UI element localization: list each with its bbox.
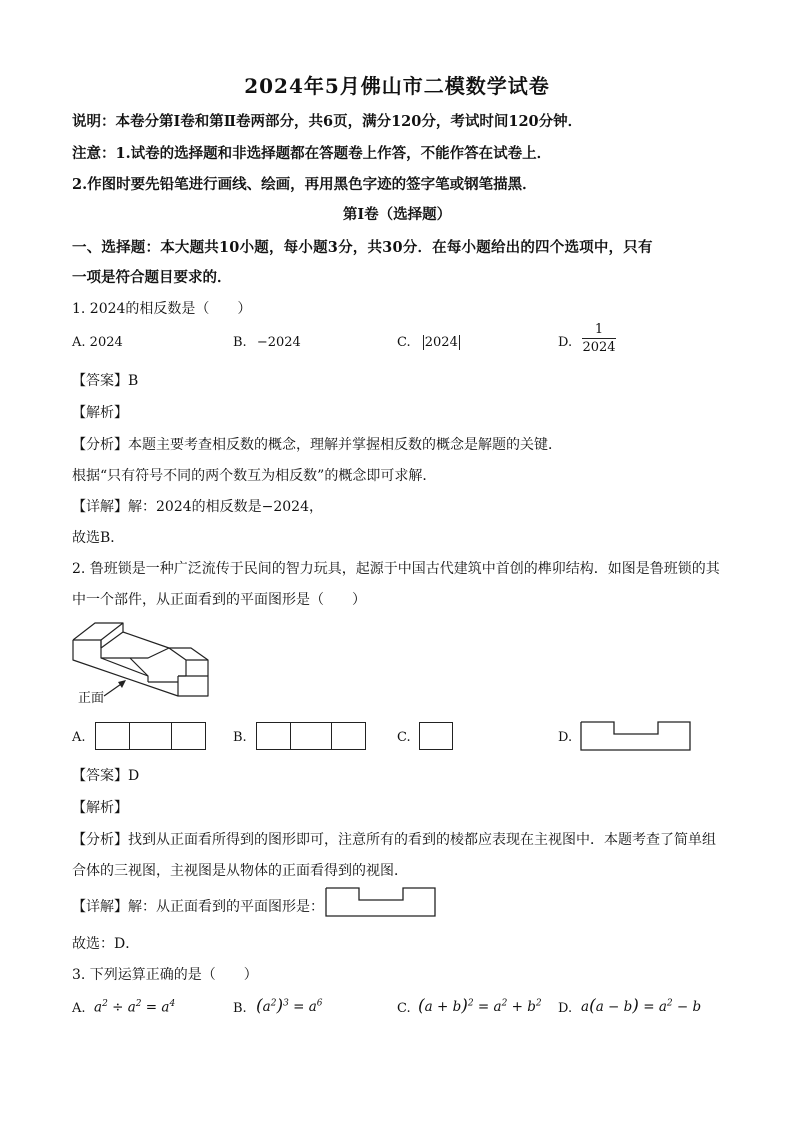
q3-option-b-label: B.	[233, 1001, 247, 1016]
q1-option-d-fraction	[582, 322, 616, 355]
section-intro-line-2: 一项是符合题目要求的．	[72, 269, 232, 286]
q2-answer: 【答案】D	[72, 768, 140, 784]
q2-option-d-label: D.	[558, 730, 573, 745]
q1-answer: 【答案】B	[72, 373, 139, 389]
q1-choose: 故选B．	[72, 530, 125, 546]
q2-option-c-figure	[419, 722, 453, 750]
q1-option-d-denominator: 2024	[582, 340, 616, 355]
q2-option-a-figure	[95, 722, 206, 750]
q1-option-a-text: 2024	[89, 335, 123, 350]
front-arrow-icon	[104, 680, 126, 696]
q3-option-d-label: D.	[558, 1001, 573, 1016]
exam-note-1: 说明：本卷分第Ⅰ卷和第Ⅱ卷两部分，共6页，满分120分，考试时间120分钟．	[72, 113, 583, 130]
q1-analysis-heading: 【解析】	[72, 405, 128, 421]
q1-analysis-line-1: 【分析】本题主要考查相反数的概念，理解并掌握相反数的概念是解题的关键．	[72, 437, 562, 453]
q1-stem: 1. 2024的相反数是（ ）	[72, 301, 252, 317]
q2-answer-figure	[325, 886, 437, 918]
q2-option-b-figure	[256, 722, 366, 750]
q1-option-a-label: A.	[72, 335, 86, 350]
q1-option-a	[72, 335, 123, 350]
q1-option-c-label: C.	[397, 335, 411, 350]
exam-note-3: 2.作图时要先铅笔进行画线、绘画，再用黑色字迹的签字笔或钢笔描黑．	[72, 176, 537, 193]
section-title: 第Ⅰ卷（选择题）	[342, 206, 452, 223]
q3-option-b-expression: $(a^2)^3 = a^6$	[256, 996, 323, 1016]
q1-option-b-text: −2024	[256, 335, 301, 350]
exam-note-2: 注意：1.试卷的选择题和非选择题都在答题卷上作答，不能作答在试卷上．	[72, 145, 552, 162]
q3-option-c-label: C.	[397, 1001, 411, 1016]
q1-option-d-numerator: 1	[594, 322, 604, 337]
page-title: 2024年5月佛山市二模数学试卷	[244, 74, 550, 98]
q2-option-b-label: B.	[233, 730, 247, 745]
q2-choose: 故选：D．	[72, 936, 140, 952]
q1-option-b-label: B.	[233, 335, 247, 350]
q1-analysis-line-2: 根据“只有符号不同的两个数互为相反数”的概念即可求解．	[72, 468, 437, 484]
q1-option-b	[233, 335, 301, 350]
luban-lock-figure	[70, 618, 220, 708]
q2-stem-line-2: 中一个部件，从正面看到的平面图形是（ ）	[72, 592, 366, 608]
section-intro-line-1: 一、选择题：本大题共10小题，每小题3分，共30分．在每小题给出的四个选项中，只有	[72, 239, 653, 256]
q3-option-a-label: A.	[72, 1001, 86, 1016]
q2-option-a-label: A.	[72, 730, 86, 745]
q3-option-d-expression: $a(a - b) = a^2 - b$	[581, 996, 702, 1016]
q3-option-c-expression: $(a + b)^2 = a^2 + b^2$	[418, 996, 542, 1016]
q1-detail: 【详解】解：2024的相反数是−2024，	[72, 499, 323, 515]
divider-line	[290, 723, 291, 749]
divider-line	[171, 723, 172, 749]
q2-analysis-line-2: 合体的三视图，主视图是从物体的正面看得到的视图．	[72, 863, 408, 879]
q2-detail: 【详解】解：从正面看到的平面图形是：	[72, 899, 324, 915]
q2-option-d-figure	[580, 720, 692, 752]
q2-analysis-heading: 【解析】	[72, 800, 128, 816]
fraction-bar	[582, 338, 616, 339]
q1-option-d-label: D.	[558, 335, 573, 350]
q3-option-a-expression: $a^2 \div a^2 = a^4$	[94, 999, 176, 1016]
divider-line	[331, 723, 332, 749]
front-view-label: 正面	[78, 690, 105, 705]
divider-line	[129, 723, 130, 749]
q1-option-c	[397, 335, 460, 350]
q2-stem-line-1: 2. 鲁班锁是一种广泛流传于民间的智力玩具，起源于中国古代建筑中首创的榫卯结构．如图是鲁班锁的其	[72, 561, 720, 577]
q2-analysis-line-1: 【分析】找到从正面看所得到的图形即可，注意所有的看到的棱都应表现在主视图中．本题考查了简单组	[72, 832, 716, 848]
q1-option-c-text: 2024	[424, 335, 458, 350]
q3-stem: 3. 下列运算正确的是（ ）	[72, 967, 258, 983]
q2-option-c-label: C.	[397, 730, 411, 745]
